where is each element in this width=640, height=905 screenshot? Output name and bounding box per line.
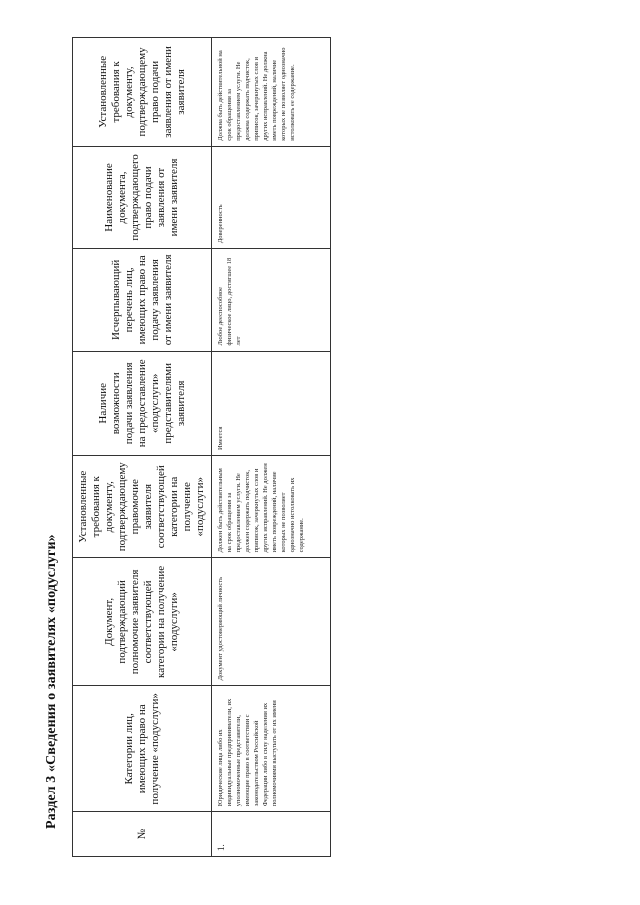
applicants-table <box>72 37 331 857</box>
cell-document: Документ удостоверяющий личность <box>212 558 331 686</box>
header-representative-document: Наименование документа, подтверждающего право подачи заявления от имени заявителя <box>73 146 212 248</box>
cell-number: 1. <box>212 812 331 857</box>
header-authority-document: Документ, подтверждающий полномочие заявителя соответствующей категории на получение «подуслуги» <box>73 558 212 686</box>
header-representatives-list: Исчерпывающий перечень лиц, имеющих право на подачу заявления от имени заявителя <box>73 249 212 351</box>
cell-rep-requirements: Должна быть действительной на срок обращения за предоставлением услуги. Не должна содержать подчисток, приписок, зачеркнутых слов и других исправлений. Не должна иметь повреждений, наличие которых не позволяет однозначно истолковать ее содержание. <box>212 38 331 147</box>
header-document-requirements: Установленные требования к документу, подтверждающему правомочие заявителя соответствующей категории на получение «подуслуги» <box>73 456 212 558</box>
table-header-row <box>73 38 212 857</box>
cell-persons: Любое дееспособное физическое лицо, достигшее 18 лет <box>212 249 331 351</box>
section-title: Раздел 3 «Сведения о заявителях «подуслуги» <box>44 534 59 829</box>
cell-category: Юридические лица либо их индивидуальные предприниматели, их уполномоченные представители, имеющие право в соответствии с законодательством Российской Федерации либо в силу наделения их полномочиями выступать от их имени <box>212 686 331 812</box>
header-categories: Категории лиц, имеющих право на получение «подуслуги» <box>73 686 212 812</box>
header-representatives-possibility: Наличие возможности подачи заявления на предоставление «подуслуги» представителями заявителя <box>73 351 212 456</box>
table-row <box>212 38 331 857</box>
cell-requirements: Должен быть действительным на срок обращения за предоставлением услуги. Не должен содержать подчисток, приписок, зачеркнутых слов и других исправлений. Не должен иметь повреждений, наличие которых не позволяет однозначно истолковать их содержание. <box>212 456 331 558</box>
header-number: № <box>73 812 212 857</box>
header-representative-requirements: Установленные требования к документу, подтверждающему право подачи заявления от имени заявителя <box>73 38 212 147</box>
cell-rep-document: Доверенность <box>212 146 331 248</box>
cell-representatives: Имеется <box>212 351 331 456</box>
